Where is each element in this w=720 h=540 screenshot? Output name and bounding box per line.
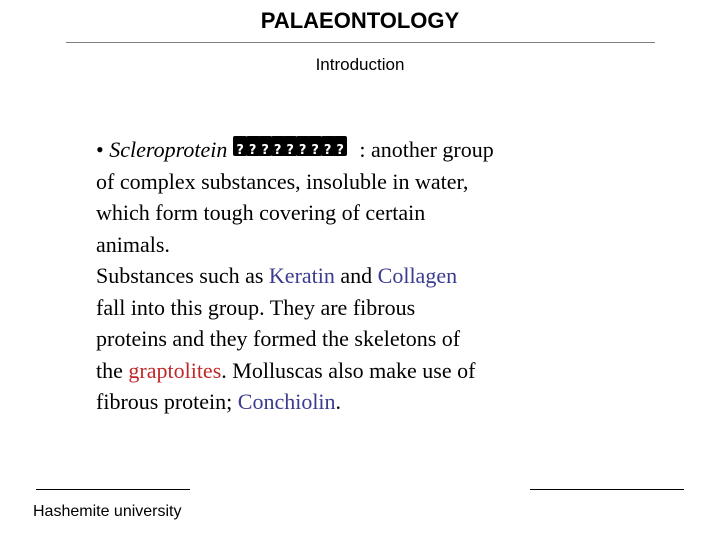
slide-subtitle: Introduction	[315, 55, 405, 74]
body-line-1-rest: : another group	[359, 137, 494, 162]
garbled-text-glyphs	[233, 136, 359, 160]
body-line-3: which form tough covering of certain	[96, 200, 426, 225]
body-line-5-and: and	[334, 263, 378, 288]
body-line-4: animals.	[96, 231, 170, 257]
body-line-9-text: fibrous protein;	[96, 389, 238, 414]
body-paragraph	[96, 134, 656, 418]
term-conchiolin: Conchiolin	[237, 389, 336, 414]
term-graptolites: graptolites	[128, 357, 222, 383]
footer-divider-left	[36, 489, 190, 490]
body-line-6: fall into this group. They are fibrous	[96, 294, 416, 320]
bullet: •	[96, 137, 104, 162]
replacement-glyph	[333, 136, 347, 156]
body-line-8-rest: . Molluscas also make use of	[221, 357, 476, 383]
body-line-5-text: Substances such as	[96, 263, 269, 288]
body-line-8-text: the	[96, 357, 129, 383]
body-line-9	[96, 386, 656, 418]
body-line-7: proteins and they formed the skeletons of	[96, 326, 461, 351]
term-keratin: Keratin	[268, 263, 335, 288]
body-line-9-period: .	[335, 389, 342, 414]
title-divider	[66, 42, 655, 43]
body-line-8	[96, 355, 656, 387]
body-line-1	[96, 134, 656, 166]
body-line-5	[96, 260, 656, 292]
body-line-2: of complex substances, insoluble in water,	[96, 168, 469, 194]
footer-divider-right	[530, 489, 684, 490]
term-scleroprotein: Scleroprotein	[109, 137, 228, 162]
term-collagen: Collagen	[377, 263, 458, 288]
slide-title: PALAEONTOLOGY	[260, 8, 460, 33]
footer-institution: Hashemite university	[33, 503, 182, 520]
